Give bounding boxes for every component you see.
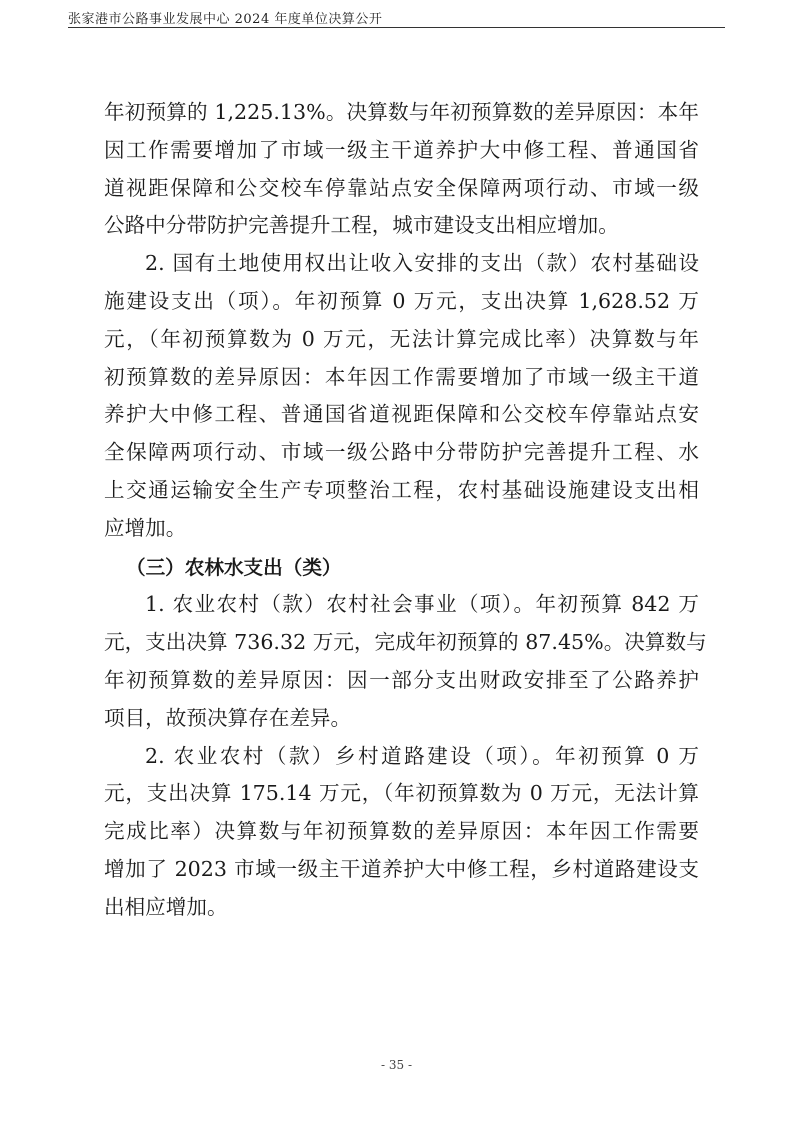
text-line: 因工作需要增加了市域一级主干道养护大中修工程、普通国省: [104, 137, 699, 162]
text-line: 出相应增加。: [104, 894, 228, 919]
document-body: [104, 94, 707, 927]
text-line: 道视距保障和公交校车停靠站点安全保障两项行动、市域一级: [104, 175, 699, 200]
paragraph-rural-road-construction: [104, 738, 699, 927]
text-line: 2. 农业农村（款）乡村道路建设（项）。年初预算 0 万: [145, 743, 699, 768]
text-line: 年初预算数的差异原因：因一部分支出财政安排至了公路养护: [104, 667, 699, 692]
page-header-title: 张家港市公路事业发展中心 2024 年度单位决算公开: [68, 12, 383, 27]
text-line: 施建设支出（项）。年初预算 0 万元，支出决算 1,628.52 万: [104, 288, 699, 313]
page-number: - 35 -: [380, 1058, 412, 1072]
paragraph-rural-social-affairs: [104, 586, 707, 737]
text-line: 元，（年初预算数为 0 万元，无法计算完成比率）决算数与年: [104, 326, 699, 351]
text-line: 元，支出决算 736.32 万元，完成年初预算的 87.45%。决算数与: [104, 630, 707, 655]
text-line: 年初预算的 1,225.13%。决算数与年初预算数的差异原因：本年: [104, 100, 699, 124]
text-line: 元，支出决算 175.14 万元，（年初预算数为 0 万元，无法计算: [104, 781, 699, 806]
paragraph-rural-infrastructure: [104, 245, 699, 547]
section-heading: （三）农林水支出（类）: [126, 555, 342, 579]
text-line: 初预算数的差异原因：本年因工作需要增加了市域一级主干道: [104, 364, 699, 389]
text-line: 养护大中修工程、普通国省道视距保障和公交校车停靠站点安: [104, 402, 699, 427]
text-line: 上交通运输安全生产专项整治工程，农村基础设施建设支出相: [104, 477, 699, 502]
text-line: 1. 农业农村（款）农村社会事业（项）。年初预算 842 万: [145, 592, 699, 617]
text-line: 公路中分带防护完善提升工程，城市建设支出相应增加。: [104, 213, 619, 238]
text-line: 2. 国有土地使用权出让收入安排的支出（款）农村基础设: [145, 251, 699, 276]
text-line: 增加了 2023 市域一级主干道养护大中修工程，乡村道路建设支: [104, 856, 699, 881]
text-line: 完成比率）决算数与年初预算数的差异原因：本年因工作需要: [104, 819, 699, 844]
text-line: 项目，故预决算存在差异。: [104, 705, 352, 730]
text-line: 应增加。: [104, 515, 187, 540]
paragraph-urban-construction: [104, 94, 699, 245]
text-line: 全保障两项行动、市域一级公路中分带防护完善提升工程、水: [104, 440, 699, 465]
header-divider: [68, 27, 725, 28]
